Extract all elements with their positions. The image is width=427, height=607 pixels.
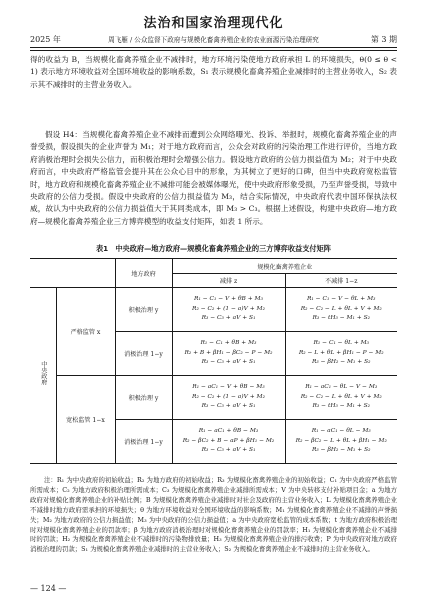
table-note: 注：R₁ 为中央政府的初始收益；R₂ 为地方政府的初始收益；R₃ 为规模化畜禽养殖企业的初始收益；C₁ 为中央政府严格监管所需成本；C₂ 为地方政府积极治理所需成本；C₃ 为规模化畜禽养殖企业减排所需成本；V 为中央转移支付补贴项目金；a 为地方政府对规模化畜禽养殖企业的补贴比例；B 为规模化畜禽养殖企业减排时对社会及政府的主营业务收入；L 为规模化畜禽养殖企业不减排时地方政府需承担的环境损失；θ 为地方环境收益对全国环境收益的影响系数；M₁ 为规模化畜禽养殖企业不减排的声誉损失；M₂ 为地方政府的公信力损益值；M₃ 为中央政府的公信力损益值；a 为中央政府宽松监管的成本系数；t 为地方政府积极治理时对规模化畜禽养殖企业的罚款率；β 为地方政府消极治理时对规模化畜禽养殖企业的罚款率；H₁ 为规模化畜禽养殖企业不减排时的罚款；H₂ 为规模化畜禽养殖企业不减排时的污染物排放量；H₃ 为规模化畜禽养殖企业的排污收费；P 为中央政府对地方政府消极治理的罚款；S₁ 为规模化畜禽养殖企业减排时的主营业务收入；S₂ 为规模化畜禽养殖企业不减排时的主营业务收入。 (30, 476, 397, 554)
payoff-matrix-table (30, 258, 397, 464)
cell-strict-active-reduce (172, 288, 285, 332)
cell-strict-active-not-reduce (285, 288, 397, 332)
payoff-enterprise: R₃ − C₃ + aV + S₁ (201, 403, 256, 410)
header-rule-thin (30, 50, 397, 51)
central-government-label: 中央政府 (39, 360, 47, 386)
payoff-local: R₂ − C₂ + (1 − a)V + M₂ (192, 393, 265, 400)
header-year: 2025 年 (30, 35, 61, 44)
row-strict-supervision: 严格监管 x (56, 288, 115, 376)
header-rule (30, 47, 397, 48)
row-active-governance: 积极治理 y (115, 288, 172, 332)
row-passive-governance: 消极治理 1−y (115, 332, 172, 376)
header-enterprise: 规模化畜禽养殖企业 (172, 259, 397, 274)
row-central-government (30, 288, 56, 464)
payoff-central: R₁ − C₁ + θB + M₃ (200, 340, 257, 347)
row-loose-supervision: 宽松监管 1−x (56, 376, 115, 464)
payoff-local: R₂ − C₂ − L + θL + V + M₂ (300, 393, 382, 400)
payoff-enterprise: R₃ − C₃ + aV + S₁ (201, 315, 256, 322)
table-caption: 表1 中央政府—地方政府—规模化畜禽养殖企业的三方博弈收益支付矩阵 (95, 244, 331, 253)
body-paragraph: 假设 H4：当规模化畜禽养殖企业不减排而遭到公众网络曝光、投诉、举报时，规模化畜禽养殖企业的声誉受损，假设损失的企业声誉为 M₁；对于地方政府而言，公众会对政府的污染治理工作进行评价，当地方政府消极治理时会损失公信力，而积极治理时会增强公信力。假设地方政府的公信力损益值为 M₂；对于中央政府而言，中央政府严格监管会提升其在公众心目中的形象，为其树立了更好的口碑，但当中央政府宽松监管时，地方政府和规模化畜禽养殖企业不减排可能会被媒体曝光，使中央政府形象受损，乃至声誉受损，导致中央政府的公信力受损。假设中央政府的公信力损益值为 M₃，结合实际情况，中央政府代表中国环保执法权威，故认为中央政府的公信力损益值大于其同类成本，即 M₃ > C₃。根据上述假设，构建中央政府—地方政府—规模化畜禽养殖企业三方博弈模型的收益支付矩阵，如表 1 所示。 (30, 130, 397, 226)
row-passive-governance: 消极治理 1−y (115, 420, 172, 464)
payoff-central: R₁ − C₁ − V − θL + M₃ (307, 296, 376, 303)
payoff-central: R₁ − aC₁ + θB − M₃ (198, 428, 259, 435)
cell-loose-active-reduce (172, 376, 285, 420)
payoff-central: R₁ − C₁ − θL + M₃ (313, 340, 370, 347)
cell-loose-passive-reduce (172, 420, 285, 464)
payoff-local: R₂ + B + βH₁ − βC₂ − P − M₂ (184, 349, 273, 356)
payoff-enterprise: R₃ − tH₃ − M₁ + S₂ (312, 403, 370, 410)
payoff-central: R₁ − aC₁ − θL − V − M₃ (305, 384, 378, 391)
header-local-government: 地方政府 (115, 259, 172, 288)
row-active-governance: 积极治理 y (115, 376, 172, 420)
payoff-local: R₂ − βC₂ − L + θL + βH₁ − M₂ (295, 437, 387, 444)
cell-loose-active-not-reduce (285, 376, 397, 420)
payoff-enterprise: R₃ − βH₂ − M₁ + S₂ (311, 359, 371, 366)
header-reduce: 减排 z (172, 274, 285, 288)
payoff-local: R₂ − L + θL + βH₁ − P − M₂ (298, 349, 384, 356)
payoff-central: R₁ − aC₁ − θL − M₃ (311, 428, 371, 435)
running-header (30, 33, 397, 47)
payoff-enterprise: R₃ − C₃ + aV + S₁ (201, 359, 256, 366)
corner-cell (30, 259, 115, 288)
payoff-local: R₂ − C₂ + (1 − a)V + M₂ (192, 305, 265, 312)
cell-strict-passive-reduce (172, 332, 285, 376)
cell-loose-passive-not-reduce (285, 420, 397, 464)
header-not-reduce: 不减排 1−z (285, 274, 397, 288)
body-paragraph: 得的收益为 B，当规模化畜禽养殖企业不减排时，地方环境污染使地方政府承担 L 的环境损失，θ(0 ≤ θ < 1) 表示地方环境收益对全国环境收益的影响系数，S₁ 表示规模化畜禽养殖企业减排时的主营业务收入，S₂ 表示其不减排时的主营业务收入。 (30, 55, 397, 89)
payoff-local: R₂ − βC₂ + B − aP + βH₁ − M₂ (182, 437, 275, 444)
payoff-local: R₂ − C₂ − L + θL + V + M₂ (300, 305, 382, 312)
page-number: — 124 — (30, 584, 67, 593)
cell-strict-passive-not-reduce (285, 332, 397, 376)
payoff-enterprise: R₃ − C₃ + aV + S₁ (201, 447, 256, 454)
running-title: 周飞雁 / 公众监督下政府与规模化畜禽养殖企业的农业面源污染治理研究 (108, 36, 319, 44)
payoff-central: R₁ − C₁ − V + θB + M₃ (194, 296, 263, 303)
payoff-central: R₁ − aC₁ − V + θB − M₃ (192, 384, 265, 391)
journal-title: 法治和国家治理现代化 (143, 16, 284, 31)
payoff-enterprise: R₃ − tH₃ − M₁ + S₂ (312, 315, 370, 322)
header-issue: 第 3 期 (370, 35, 397, 44)
payoff-enterprise: R₃ − βH₂ − M₁ + S₂ (311, 447, 371, 454)
